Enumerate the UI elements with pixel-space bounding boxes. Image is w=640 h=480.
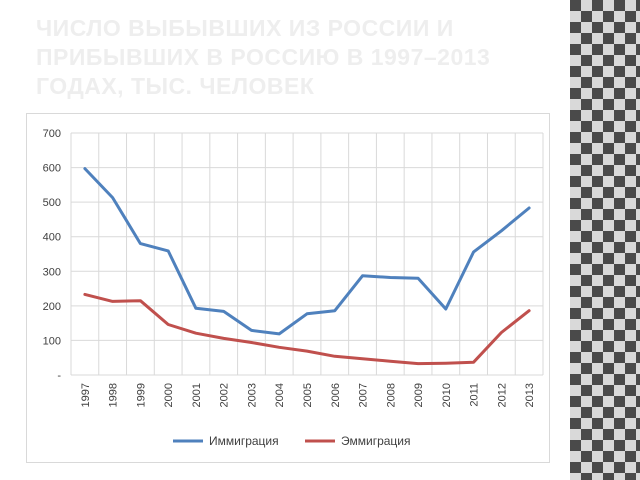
legend-label: Эммиграция: [341, 434, 411, 448]
data-point: [83, 293, 86, 296]
x-tick-label: 2013: [524, 383, 537, 408]
data-point: [111, 300, 114, 303]
legend-label: Иммиграция: [209, 434, 279, 448]
data-point: [472, 361, 475, 364]
line-chart: [27, 114, 551, 464]
x-tick-label: 2012: [496, 383, 509, 408]
data-point: [389, 276, 392, 279]
data-point: [417, 362, 420, 365]
data-point: [528, 207, 531, 210]
y-tick-label: 600: [42, 162, 61, 175]
data-point: [417, 277, 420, 280]
x-tick-label: 2010: [440, 383, 453, 408]
data-point: [389, 360, 392, 363]
data-point: [250, 341, 253, 344]
x-tick-label: 2000: [163, 383, 176, 408]
y-tick-label: 700: [42, 128, 61, 140]
data-point: [83, 167, 86, 170]
data-point: [528, 309, 531, 312]
data-point: [139, 299, 142, 302]
data-point: [139, 242, 142, 245]
data-point: [306, 350, 309, 353]
x-tick-label: 2005: [302, 383, 314, 408]
data-point: [167, 249, 170, 252]
x-tick-label: 2008: [385, 383, 398, 408]
x-tick-label: 1999: [135, 383, 148, 408]
x-tick-label: 2009: [413, 383, 426, 408]
x-tick-label: 2003: [246, 383, 259, 408]
data-point: [222, 337, 225, 340]
decorative-pattern-strip: [570, 0, 640, 480]
data-point: [472, 250, 475, 253]
data-point: [194, 332, 197, 335]
data-point: [500, 229, 503, 232]
x-tick-label: 2002: [218, 383, 231, 408]
data-point: [278, 346, 281, 349]
chart-frame: [26, 113, 550, 463]
series-line-2: [85, 294, 529, 363]
data-point: [306, 312, 309, 315]
data-point: [500, 331, 503, 334]
x-tick-label: 1998: [107, 383, 120, 408]
data-point: [361, 357, 364, 360]
x-tick-label: 2001: [190, 383, 203, 408]
data-point: [361, 274, 364, 277]
data-point: [222, 310, 225, 313]
x-tick-label: 2006: [329, 383, 342, 408]
data-point: [444, 307, 447, 310]
data-point: [333, 355, 336, 358]
y-tick-label: 100: [42, 335, 61, 348]
data-point: [333, 309, 336, 312]
data-point: [194, 307, 197, 310]
y-tick-label: -: [57, 370, 61, 382]
x-tick-label: 2011: [468, 383, 481, 407]
data-point: [111, 196, 114, 199]
y-tick-label: 400: [42, 231, 61, 244]
x-tick-label: 2004: [274, 383, 287, 408]
data-point: [278, 332, 281, 335]
data-point: [444, 362, 447, 365]
data-point: [250, 329, 253, 332]
y-tick-label: 200: [42, 300, 61, 313]
data-point: [167, 323, 170, 326]
slide-title: ЧИСЛО ВЫБЫВШИХ ИЗ РОССИИ И ПРИБЫВШИХ В РОССИЮ В 1997–2013 ГОДАХ, ТЫС. ЧЕЛОВЕК: [36, 15, 491, 99]
x-tick-label: 1997: [79, 383, 92, 408]
x-tick-label: 2007: [357, 383, 370, 408]
y-tick-label: 300: [42, 266, 61, 279]
y-tick-label: 500: [42, 197, 61, 210]
